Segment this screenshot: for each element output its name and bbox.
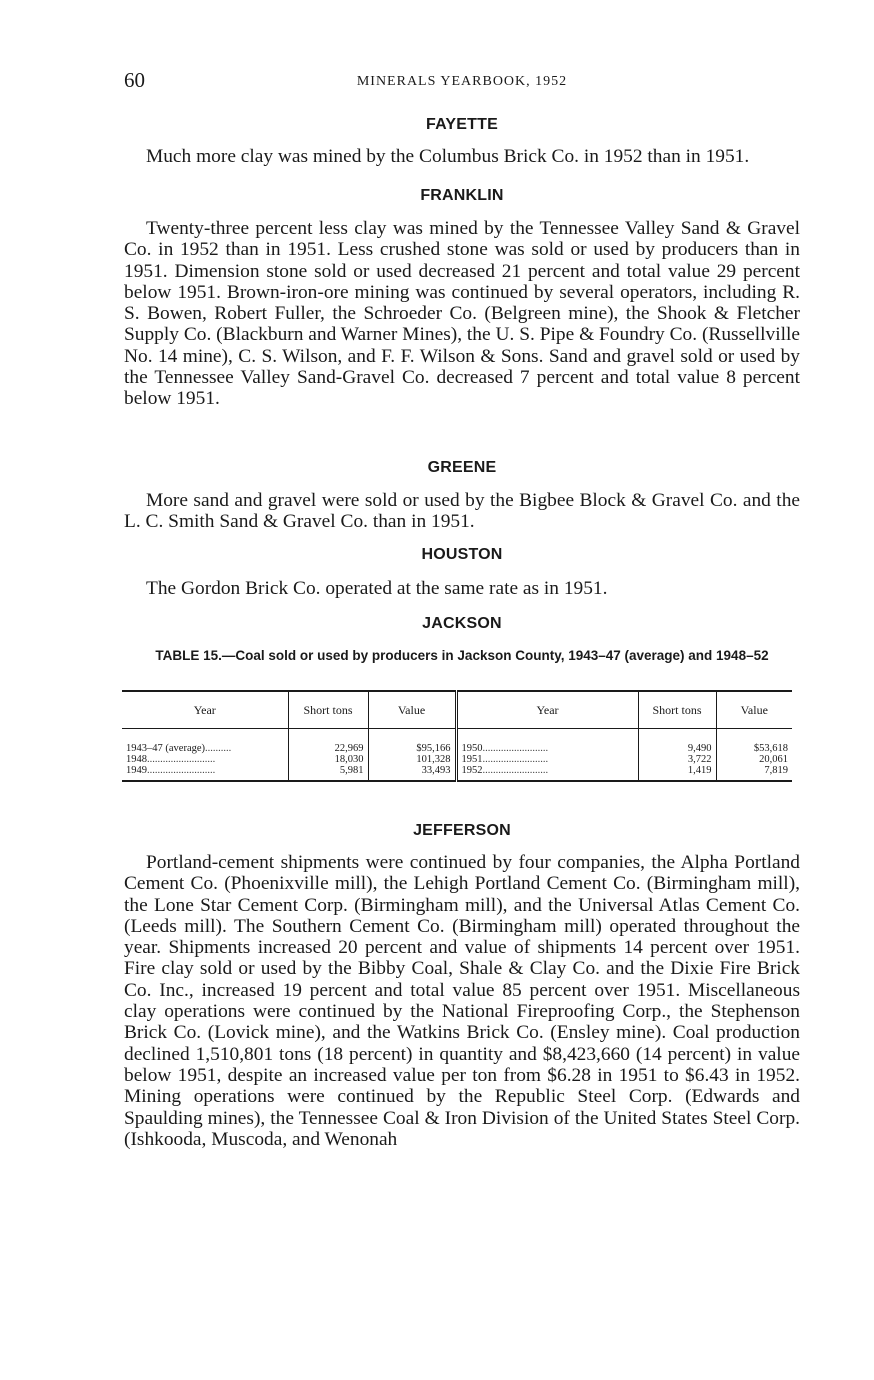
table-cell-value: 7,819 (716, 765, 792, 781)
paragraph-jefferson: Portland-cement shipments were continued by four companies, the Alpha Portland Cement Co. (Phoenixville mill), the Lehigh Portland Cement Co. (Birmingham mill), the Lone Star Cement Corp. (Birmingham mill), and the Universal Atlas Cement Co. (Leeds mill). The Southern Cement Co. (Birmingham mill) operated throughout the year. Shipments increased 20 percent and value of shipments 14 percent over 1951. Fire clay sold or used by the Bibby Coal, Shale & Clay Co. and the Dixie Fire Brick Co. Inc., increased 19 percent and total value 85 percent over 1951. Miscellaneous clay operations were continued by the National Fireproofing Corp., the Stephenson Brick Co. (Lovick mine), and the Watkins Brick Co. (Ensley mine). Coal production declined 1,510,801 tons (18 percent) in quantity and $8,423,660 (14 percent) in value below 1951, despite an increased value per ton from $6.28 in 1951 to $6.43 in 1952. Mining operations were continued by the Republic Steel Corp. (Edwards and Spaulding mines), the Tennessee Coal & Iron Division of the United States Steel Corp. (Ishkooda, Muscoda, and Wenonah (124, 852, 800, 1150)
heading-jefferson: JEFFERSON (413, 822, 511, 839)
heading-houston: HOUSTON (421, 546, 503, 563)
table-cell-year: 1949.......................... (126, 765, 216, 776)
table-title: —Coal sold or used by producers in Jackson County, 1943–47 (average) and 1948–52 (221, 648, 769, 663)
heading-jackson: JACKSON (422, 615, 502, 632)
table-cell-value: $95,166 (368, 729, 456, 755)
table-cell-year: 1943–47 (average).......... (126, 743, 232, 754)
heading-franklin: FRANKLIN (420, 187, 504, 204)
table-cell-year: 1952......................... (456, 765, 638, 781)
table-cell-short-tons: 18,030 (288, 754, 368, 765)
table-header-row (122, 691, 792, 729)
paragraph-greene: More sand and gravel were sold or used by the Bigbee Block & Gravel Co. and the L. C. Smith Sand & Gravel Co. than in 1951. (124, 490, 800, 533)
table-cell-value: 20,061 (716, 754, 792, 765)
table-cell-short-tons: 1,419 (638, 765, 716, 781)
paragraph-franklin: Twenty-three percent less clay was mined by the Tennessee Valley Sand & Gravel Co. in 1952 than in 1951. Less crushed stone was sold or used by producers than in 1951. Dimension stone sold or used decreased 21 percent and total value 29 percent below 1951. Brown-iron-ore mining was continued by several operators, including R. S. Bowen, Robert Fuller, the Schroeder Co. (Belgreen mine), the Shook & Fletcher Supply Co. (Blackburn and Warner Mines), the U. S. Pipe & Foundry Co. (Russellville No. 14 mine), C. S. Wilson, and F. F. Wilson & Sons. Sand and gravel sold or used by the Tennessee Valley Sand-Gravel Co. decreased 7 percent and total value 8 percent below 1951. (124, 218, 800, 410)
column-header: Short tons (288, 691, 368, 729)
heading-greene: GREENE (427, 459, 497, 476)
column-header: Value (368, 691, 456, 729)
table-cell-year: 1950......................... (456, 729, 638, 755)
table-label: TABLE 15. (155, 648, 222, 663)
table-cell-short-tons: 22,969 (288, 729, 368, 755)
page-number: 60 (124, 68, 145, 92)
table-row (122, 729, 792, 755)
table-row (122, 754, 792, 765)
heading-fayette: FAYETTE (426, 116, 498, 133)
table-cell-short-tons: 9,490 (638, 729, 716, 755)
running-title: MINERALS YEARBOOK, 1952 (356, 74, 568, 89)
paragraph-fayette: Much more clay was mined by the Columbus Brick Co. in 1952 than in 1951. (146, 146, 750, 167)
paragraph-houston: The Gordon Brick Co. operated at the same rate as in 1951. (146, 578, 608, 599)
table-cell-short-tons: 3,722 (638, 754, 716, 765)
column-header: Year (456, 691, 638, 729)
column-header: Value (716, 691, 792, 729)
column-header: Short tons (638, 691, 716, 729)
table-cell-short-tons: 5,981 (288, 765, 368, 781)
table-row (122, 765, 792, 781)
table-cell-year: 1948.......................... (126, 754, 216, 765)
page-header (124, 68, 800, 98)
column-header: Year (122, 691, 288, 729)
coal-table (122, 690, 792, 782)
table-cell-value: 33,493 (368, 765, 456, 781)
table-cell-value: 101,328 (368, 754, 456, 765)
table-caption (124, 648, 800, 664)
table-cell-year: 1951......................... (456, 754, 638, 765)
table-cell-value: $53,618 (716, 729, 792, 755)
